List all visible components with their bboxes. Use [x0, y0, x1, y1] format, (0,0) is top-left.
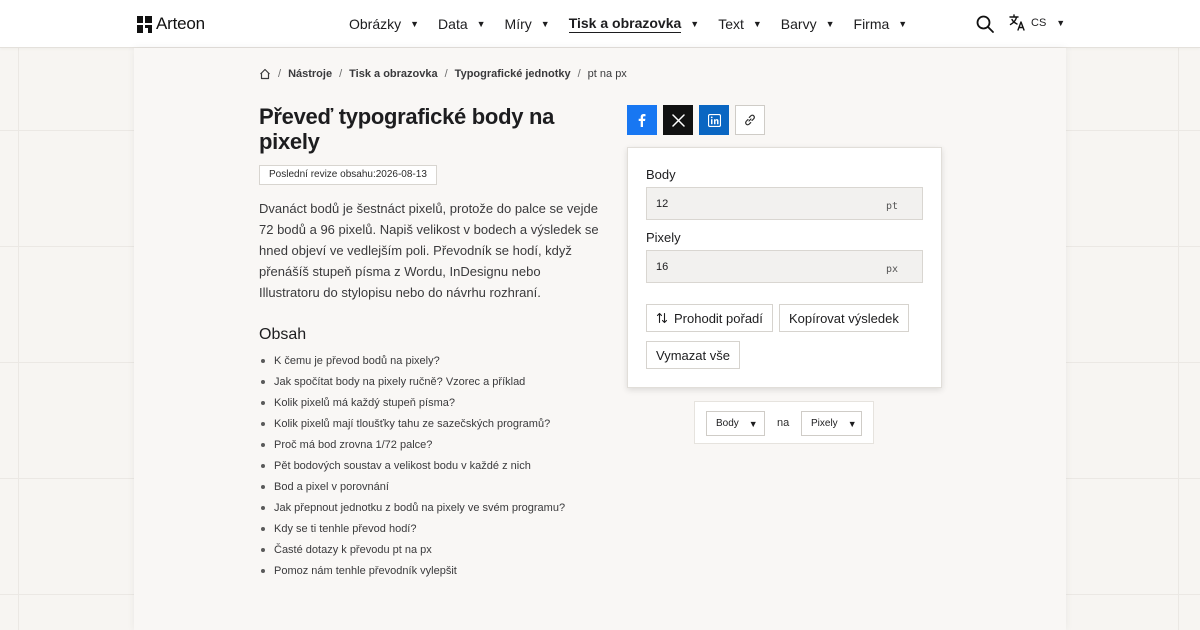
share-facebook-button[interactable]	[627, 105, 657, 135]
nav-item-label: Firma	[853, 16, 890, 32]
nav-item-label: Barvy	[780, 16, 817, 32]
caret-down-icon: ▼	[748, 418, 758, 429]
nav-item-data[interactable]	[438, 0, 486, 48]
breadcrumb-link[interactable]: Tisk a obrazovka	[349, 68, 438, 80]
toc-link[interactable]: Jak spočítat body na pixely ručně? Vzorec a příklad	[274, 376, 526, 388]
nav-item-tisk-a-obrazovka[interactable]	[569, 0, 700, 48]
caret-down-icon: ▼	[540, 19, 550, 29]
pixels-unit: px	[885, 264, 898, 275]
breadcrumb-separator: /	[444, 68, 448, 80]
table-of-contents	[259, 352, 565, 583]
to-unit-select[interactable]	[801, 411, 862, 436]
toc-link[interactable]: Bod a pixel v porovnání	[274, 481, 389, 493]
toc-link[interactable]: K čemu je převod bodů na pixely?	[274, 355, 440, 367]
toc-item	[259, 520, 565, 541]
swap-arrows-icon	[656, 312, 668, 324]
caret-down-icon: ▼	[476, 19, 486, 29]
breadcrumb-separator: /	[339, 68, 343, 80]
linkedin-icon	[708, 114, 721, 127]
toc-heading: Obsah	[259, 326, 307, 343]
toc-link[interactable]: Pomoz nám tenhle převodník vylepšit	[274, 565, 457, 577]
nav-item-text[interactable]	[718, 0, 762, 48]
nav-item-obrazky[interactable]	[349, 0, 419, 48]
nav-item-miry[interactable]	[505, 0, 550, 48]
points-unit: pt	[885, 201, 898, 212]
points-field	[646, 187, 923, 220]
toc-item	[259, 541, 565, 562]
link-icon	[743, 113, 757, 127]
toc-link[interactable]: Jak přepnout jednotku z bodů na pixely ve svém programu?	[274, 502, 566, 514]
breadcrumb-link[interactable]: Typografické jednotky	[454, 68, 571, 80]
toc-link[interactable]: Proč má bod zrovna 1/72 palce?	[274, 439, 433, 451]
nav-item-label: Tisk a obrazovka	[568, 15, 682, 31]
pixels-label: Pixely	[646, 230, 681, 245]
home-icon[interactable]	[259, 68, 271, 80]
pixels-input[interactable]	[656, 251, 876, 282]
logo-icon	[137, 16, 152, 33]
toc-item	[259, 415, 565, 436]
converter-card	[627, 147, 942, 388]
language-code: CS	[1031, 16, 1047, 29]
clear-all-label: Vymazat vše	[656, 347, 730, 363]
points-label: Body	[646, 167, 676, 182]
unit-switcher	[694, 401, 874, 444]
revision-badge: Poslední revize obsahu:2026-08-13	[259, 165, 437, 185]
toc-item	[259, 478, 565, 499]
caret-down-icon: ▼	[690, 19, 700, 29]
translate-icon	[1009, 14, 1026, 31]
toc-link[interactable]: Pět bodových soustav a velikost bodu v každé z nich	[274, 460, 531, 472]
nav-item-label: Míry	[504, 16, 532, 32]
caret-down-icon: ▼	[752, 19, 762, 29]
share-linkedin-button[interactable]	[699, 105, 729, 135]
toc-link[interactable]: Kolik pixelů má každý stupeň písma?	[274, 397, 455, 409]
breadcrumb-separator: /	[278, 68, 282, 80]
nav-item-firma[interactable]	[854, 0, 908, 48]
breadcrumb	[259, 68, 627, 80]
main-nav	[349, 0, 926, 48]
toc-item	[259, 457, 565, 478]
toc-link[interactable]: Časté dotazy k převodu pt na px	[274, 544, 432, 556]
breadcrumb-link[interactable]: Nástroje	[288, 68, 333, 80]
toc-item	[259, 499, 565, 520]
nav-item-label: Obrázky	[349, 16, 402, 32]
toc-item	[259, 394, 565, 415]
clear-all-button[interactable]	[646, 341, 740, 369]
points-input[interactable]	[656, 188, 876, 219]
toc-item	[259, 352, 565, 373]
caret-down-icon: ▼	[1056, 17, 1066, 28]
copy-result-label: Kopírovat výsledek	[789, 310, 899, 326]
switcher-connector: na	[777, 417, 790, 429]
caret-down-icon: ▼	[847, 418, 857, 429]
logo-text: Arteon	[156, 14, 205, 33]
from-unit-select[interactable]	[706, 411, 765, 436]
swap-order-label: Prohodit pořadí	[674, 310, 763, 326]
nav-item-label: Data	[438, 16, 468, 32]
toc-item	[259, 436, 565, 457]
breadcrumb-separator: /	[577, 68, 581, 80]
top-navigation-bar	[0, 0, 1200, 48]
copy-result-button[interactable]	[779, 304, 909, 332]
toc-item	[259, 562, 565, 583]
nav-item-barvy[interactable]	[781, 0, 835, 48]
from-unit-value: Body	[716, 418, 739, 429]
copy-link-button[interactable]	[735, 105, 765, 135]
caret-down-icon: ▼	[825, 19, 835, 29]
toc-link[interactable]: Kolik pixelů mají tloušťky tahu ze sazečských programů?	[274, 418, 551, 430]
x-icon	[672, 114, 685, 127]
page-title: Převeď typografické body na pixely	[259, 104, 555, 154]
nav-item-label: Text	[718, 16, 744, 32]
breadcrumb-current: pt na px	[587, 68, 627, 80]
intro-paragraph: Dvanáct bodů je šestnáct pixelů, protože do palce se vejde 72 bodů a 96 pixelů. Napiš velikost v bodech a výsledek se hned objeví ve vedlejším poli. Převodník se hodí, když přenášíš stupeň písma z Wordu, InDesignu nebo Illustratoru do stylopisu nebo do návrhu rozhraní.	[259, 201, 599, 300]
facebook-icon	[635, 113, 649, 127]
pixels-field	[646, 250, 923, 283]
to-unit-value: Pixely	[811, 418, 838, 429]
caret-down-icon: ▼	[898, 19, 908, 29]
language-selector[interactable]	[1009, 14, 1065, 31]
search-icon[interactable]	[975, 14, 995, 34]
swap-order-button[interactable]	[646, 304, 773, 332]
share-x-button[interactable]	[663, 105, 693, 135]
logo[interactable]	[137, 14, 205, 34]
caret-down-icon: ▼	[410, 19, 420, 29]
toc-link[interactable]: Kdy se ti tenhle převod hodí?	[274, 523, 417, 535]
toc-item	[259, 373, 565, 394]
share-buttons	[627, 105, 765, 135]
